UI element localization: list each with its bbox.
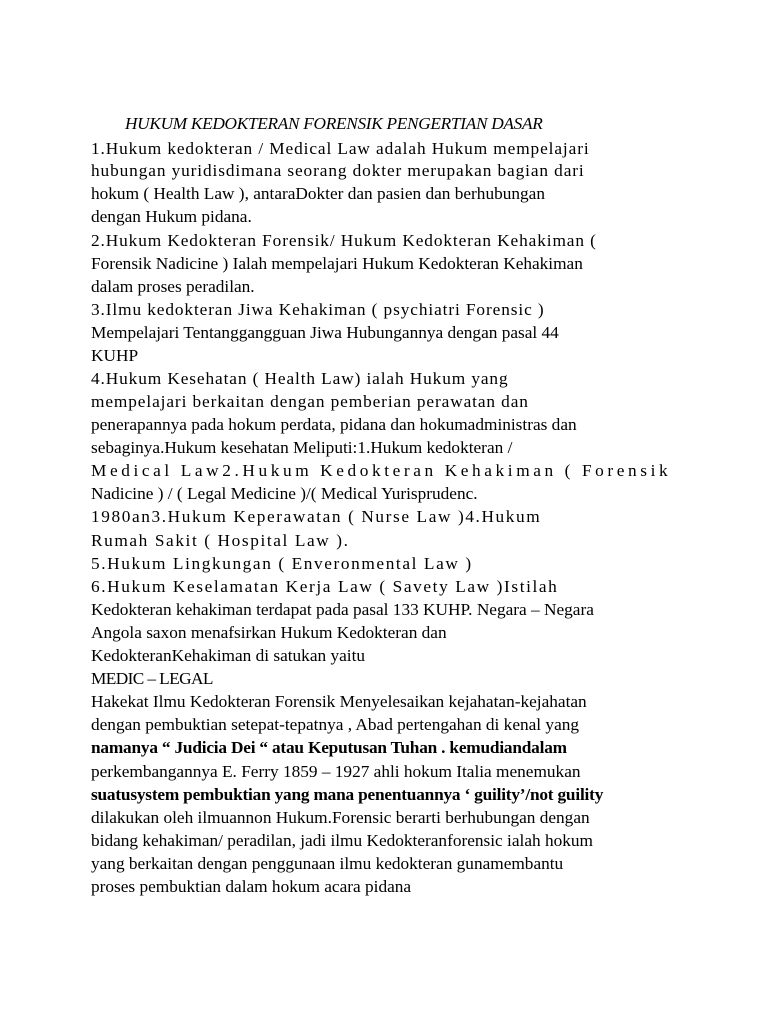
text-line: Medical Law2.Hukum Kedokteran Kehakiman ( Forensik bbox=[91, 461, 672, 480]
text-line: Nadicine ) / ( Legal Medicine )/( Medical Yurisprudenc. bbox=[91, 484, 478, 503]
text-line: 1980an3.Hukum Keperawatan ( Nurse Law )4.Hukum bbox=[91, 507, 542, 526]
text-line: Hakekat Ilmu Kedokteran Forensik Menyelesaikan kejahatan-kejahatan bbox=[91, 692, 587, 711]
text-line: perkembangannya E. Ferry 1859 – 1927 ahli hokum Italia menemukan bbox=[91, 762, 581, 781]
text-line: mempelajari berkaitan dengan pemberian perawatan dan bbox=[91, 392, 529, 411]
text-line: Kedokteran kehakiman terdapat pada pasal 133 KUHP. Negara – Negara bbox=[91, 600, 594, 619]
text-line: Angola saxon menafsirkan Hukum Kedokteran dan bbox=[91, 623, 447, 642]
text-line: namanya “ Judicia Dei “ atau Keputusan Tuhan . kemudiandalam bbox=[91, 738, 567, 757]
text-line: dalam proses peradilan. bbox=[91, 277, 255, 296]
text-line: 5.Hukum Lingkungan ( Enveronmental Law ) bbox=[91, 554, 473, 573]
text-line: Mempelajari Tentanggangguan Jiwa Hubungannya dengan pasal 44 bbox=[91, 323, 559, 342]
text-line: hokum ( Health Law ), antaraDokter dan pasien dan berhubungan bbox=[91, 184, 545, 203]
text-line: yang berkaitan dengan penggunaan ilmu kedokteran gunamembantu bbox=[91, 854, 564, 873]
text-line: 6.Hukum Keselamatan Kerja Law ( Savety Law )Istilah bbox=[91, 577, 559, 596]
document-title: HUKUM KEDOKTERAN FORENSIK PENGERTIAN DASAR bbox=[125, 114, 543, 133]
text-line: Forensik Nadicine ) Ialah mempelajari Hukum Kedokteran Kehakiman bbox=[91, 254, 583, 273]
text-line: Rumah Sakit ( Hospital Law ). bbox=[91, 531, 350, 550]
text-line: bidang kehakiman/ peradilan, jadi ilmu Kedokteranforensic ialah hokum bbox=[91, 831, 593, 850]
text-line: dengan pembuktian setepat-tepatnya , Abad pertengahan di kenal yang bbox=[91, 715, 580, 734]
text-line: penerapannya pada hokum perdata, pidana dan hokumadministras dan bbox=[91, 415, 577, 434]
text-line: 2.Hukum Kedokteran Forensik/ Hukum Kedokteran Kehakiman ( bbox=[91, 231, 597, 250]
text-line: 3.Ilmu kedokteran Jiwa Kehakiman ( psychiatri Forensic ) bbox=[91, 300, 545, 319]
text-line: KedokteranKehakiman di satukan yaitu bbox=[91, 646, 366, 665]
text-line: dengan Hukum pidana. bbox=[91, 207, 252, 226]
text-line: KUHP bbox=[91, 346, 139, 365]
text-line: 4.Hukum Kesehatan ( Health Law) ialah Hukum yang bbox=[91, 369, 509, 388]
text-line: 1.Hukum kedokteran / Medical Law adalah Hukum mempelajari bbox=[91, 139, 590, 158]
text-line: suatusystem pembuktian yang mana penentuannya ‘ guility’/not guility bbox=[91, 785, 604, 804]
text-line: sebaginya.Hukum kesehatan Meliputi:1.Hukum kedokteran / bbox=[91, 438, 513, 457]
text-line: hubungan yuridisdimana seorang dokter merupakan bagian dari bbox=[91, 161, 585, 180]
text-line: dilakukan oleh ilmuannon Hukum.Forensic berarti berhubungan dengan bbox=[91, 808, 590, 827]
text-line: proses pembuktian dalam hokum acara pidana bbox=[91, 877, 412, 896]
section-heading: MEDIC – LEGAL bbox=[91, 669, 213, 688]
